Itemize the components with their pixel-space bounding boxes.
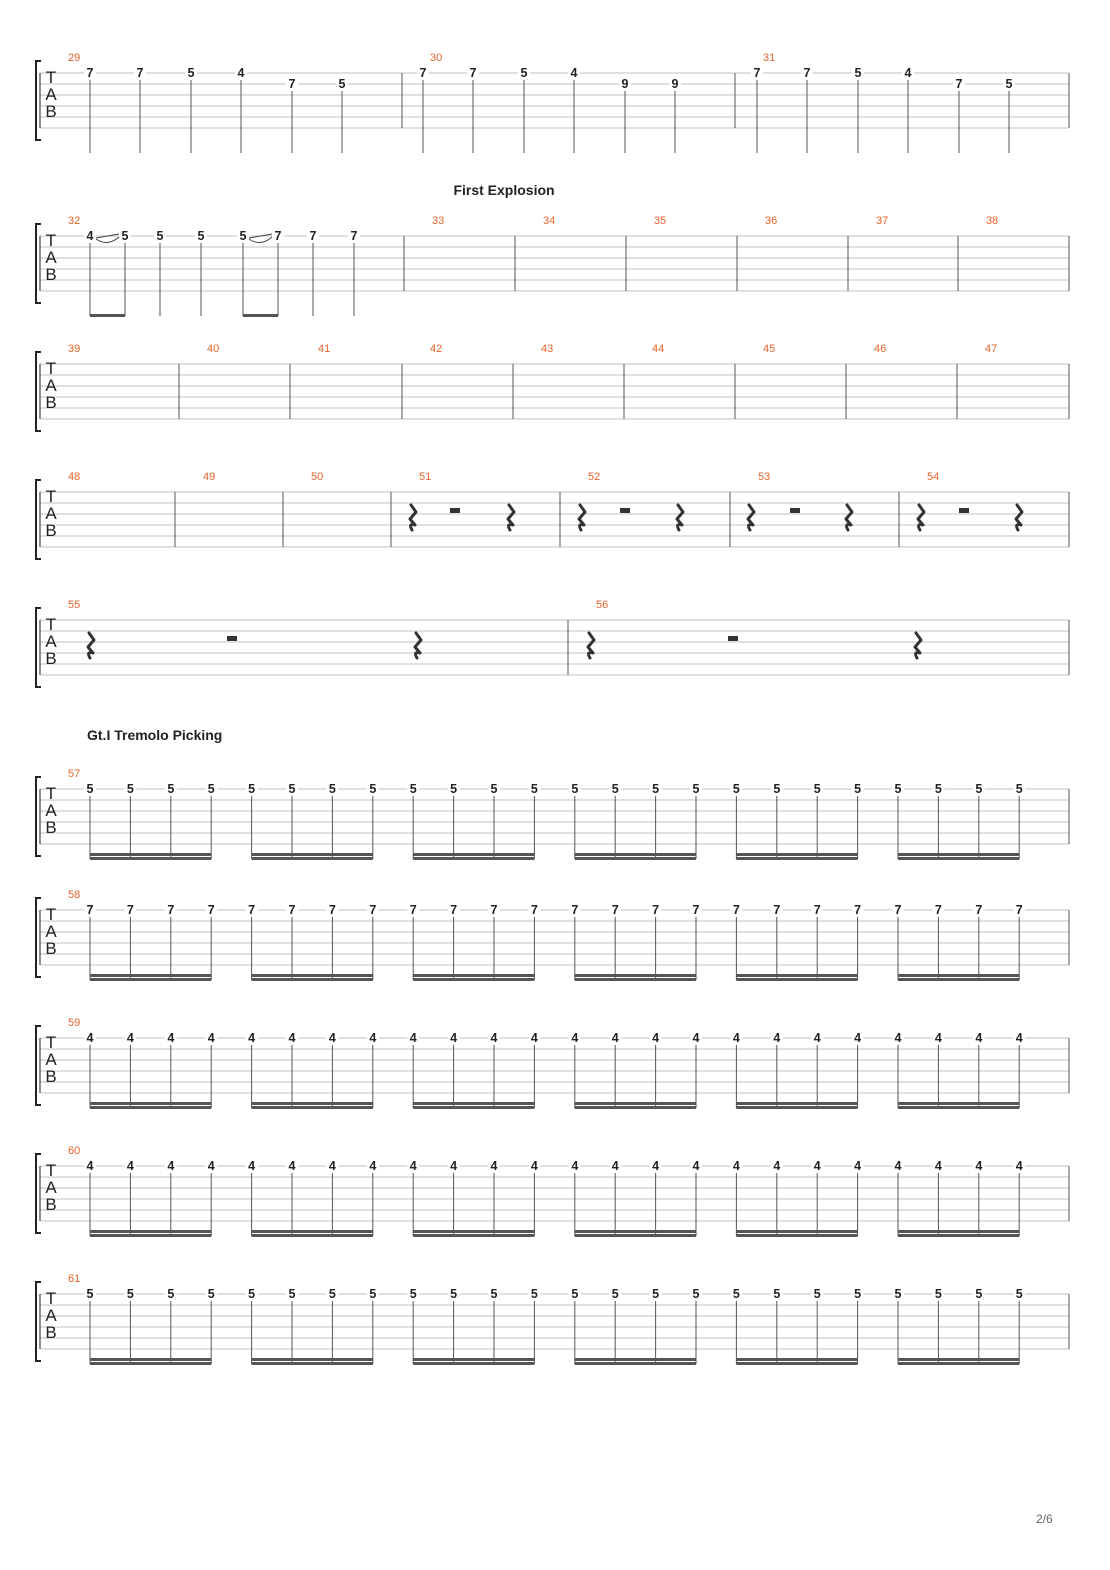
beam — [898, 1102, 1019, 1105]
fret-number: 4 — [854, 1031, 862, 1045]
fret-number: 4 — [611, 1159, 619, 1173]
measure-number: 37 — [876, 215, 889, 227]
beam — [252, 857, 373, 860]
fret-number: 4 — [692, 1159, 700, 1173]
fret-number: 5 — [207, 1287, 215, 1301]
measure-number: 40 — [207, 343, 220, 355]
fret-number: 5 — [126, 1287, 134, 1301]
fret-number: 5 — [248, 782, 256, 796]
fret-number: 5 — [854, 66, 862, 80]
measure-number: 47 — [985, 343, 998, 355]
half-rest — [790, 508, 800, 513]
fret-number: 4 — [288, 1031, 296, 1045]
fret-number: 5 — [732, 1287, 740, 1301]
fret-number: 5 — [86, 782, 94, 796]
beam — [413, 1362, 534, 1365]
fret-number: 5 — [328, 782, 336, 796]
beam — [575, 1230, 696, 1233]
measure-number: 56 — [596, 599, 609, 611]
beam — [90, 1106, 211, 1109]
fret-number: 4 — [570, 66, 578, 80]
fret-number: 7 — [274, 229, 282, 243]
beam — [243, 314, 278, 317]
beam — [413, 1230, 534, 1233]
measure-number: 61 — [68, 1273, 81, 1285]
fret-number: 7 — [450, 903, 458, 917]
beam — [575, 1106, 696, 1109]
tab-clef-letter: T — [45, 1033, 57, 1052]
fret-number: 5 — [652, 782, 660, 796]
fret-number: 4 — [288, 1159, 296, 1173]
fret-number: 4 — [409, 1159, 417, 1173]
fret-number: 4 — [450, 1031, 458, 1045]
fret-number: 7 — [894, 903, 902, 917]
beam — [575, 974, 696, 977]
beam — [413, 978, 534, 981]
beam — [413, 1102, 534, 1105]
measure-number: 53 — [758, 471, 771, 483]
slide-mark — [249, 234, 272, 243]
fret-number: 4 — [86, 229, 94, 243]
beam — [898, 978, 1019, 981]
beam — [736, 1362, 857, 1365]
tab-clef-letter: T — [45, 359, 57, 378]
fret-number: 7 — [288, 77, 296, 91]
fret-number: 5 — [611, 1287, 619, 1301]
section-title: First Explosion — [453, 182, 555, 198]
beam — [252, 1106, 373, 1109]
fret-number: 5 — [248, 1287, 256, 1301]
quarter-rest — [677, 505, 683, 530]
fret-number: 7 — [753, 66, 761, 80]
fret-number: 4 — [369, 1159, 377, 1173]
measure-number: 33 — [432, 215, 445, 227]
half-rest — [450, 508, 460, 513]
fret-number: 7 — [350, 229, 358, 243]
fret-number: 4 — [490, 1159, 498, 1173]
fret-number: 4 — [894, 1159, 902, 1173]
beam — [413, 857, 534, 860]
fret-number: 5 — [187, 66, 195, 80]
fret-number: 7 — [732, 903, 740, 917]
fret-number: 7 — [288, 903, 296, 917]
measure-number: 55 — [68, 599, 81, 611]
fret-number: 5 — [126, 782, 134, 796]
fret-number: 7 — [409, 903, 417, 917]
fret-number: 7 — [803, 66, 811, 80]
quarter-rest — [1016, 505, 1022, 530]
fret-number: 7 — [369, 903, 377, 917]
fret-number: 5 — [530, 1287, 538, 1301]
quarter-rest — [846, 505, 852, 530]
beam — [898, 974, 1019, 977]
fret-number: 7 — [530, 903, 538, 917]
fret-number: 5 — [975, 1287, 983, 1301]
beam — [252, 1234, 373, 1237]
fret-number: 5 — [773, 782, 781, 796]
fret-number: 4 — [490, 1031, 498, 1045]
fret-number: 4 — [1015, 1031, 1023, 1045]
measure-number: 54 — [927, 471, 940, 483]
beam — [736, 1230, 857, 1233]
slide-mark — [96, 234, 119, 243]
fret-number: 5 — [288, 1287, 296, 1301]
fret-number: 7 — [813, 903, 821, 917]
tab-clef-letter: B — [45, 102, 57, 121]
beam — [898, 1234, 1019, 1237]
fret-number: 4 — [1015, 1159, 1023, 1173]
fret-number: 4 — [652, 1031, 660, 1045]
fret-number: 7 — [955, 77, 963, 91]
fret-number: 5 — [934, 782, 942, 796]
measure-number: 32 — [68, 215, 81, 227]
fret-number: 7 — [86, 903, 94, 917]
beam — [252, 1362, 373, 1365]
fret-number: 7 — [975, 903, 983, 917]
tab-clef-letter: T — [45, 1289, 57, 1308]
fret-number: 5 — [813, 782, 821, 796]
fret-number: 4 — [126, 1159, 134, 1173]
beam — [413, 1106, 534, 1109]
tab-clef-letter: A — [45, 1178, 57, 1197]
fret-number: 5 — [530, 782, 538, 796]
beam — [90, 978, 211, 981]
measure-number: 45 — [763, 343, 776, 355]
quarter-rest — [410, 505, 416, 530]
beam — [90, 853, 211, 856]
fret-number: 7 — [469, 66, 477, 80]
tab-clef-letter: A — [45, 1050, 57, 1069]
measure-number: 60 — [68, 1145, 81, 1157]
fret-number: 5 — [490, 782, 498, 796]
section-title: Gt.I Tremolo Picking — [87, 727, 223, 743]
beam — [90, 1230, 211, 1233]
measure-number: 49 — [203, 471, 216, 483]
beam — [252, 1230, 373, 1233]
half-rest — [728, 636, 738, 641]
half-rest — [959, 508, 969, 513]
beam — [90, 1234, 211, 1237]
fret-number: 4 — [126, 1031, 134, 1045]
measure-number: 46 — [874, 343, 887, 355]
tab-clef-letter: A — [45, 632, 57, 651]
beam — [252, 853, 373, 856]
tab-clef-letter: T — [45, 231, 57, 250]
tab-clef-letter: B — [45, 1323, 57, 1342]
measure-number: 52 — [588, 471, 601, 483]
fret-number: 5 — [692, 782, 700, 796]
beam — [898, 853, 1019, 856]
measure-number: 42 — [430, 343, 443, 355]
quarter-rest — [748, 505, 754, 530]
fret-number: 4 — [652, 1159, 660, 1173]
fret-number: 5 — [121, 229, 129, 243]
fret-number: 4 — [530, 1159, 538, 1173]
tab-clef-letter: A — [45, 248, 57, 267]
fret-number: 4 — [975, 1031, 983, 1045]
tab-clef-letter: T — [45, 784, 57, 803]
fret-number: 5 — [813, 1287, 821, 1301]
fret-number: 4 — [207, 1159, 215, 1173]
beam — [736, 1106, 857, 1109]
beam — [898, 1358, 1019, 1361]
fret-number: 7 — [692, 903, 700, 917]
measure-number: 59 — [68, 1017, 81, 1029]
fret-number: 7 — [773, 903, 781, 917]
fret-number: 7 — [1015, 903, 1023, 917]
fret-number: 4 — [530, 1031, 538, 1045]
beam — [898, 1362, 1019, 1365]
quarter-rest — [588, 633, 594, 658]
fret-number: 5 — [167, 1287, 175, 1301]
fret-number: 7 — [309, 229, 317, 243]
measure-number: 31 — [763, 52, 776, 64]
fret-number: 5 — [1015, 782, 1023, 796]
beam — [252, 978, 373, 981]
fret-number: 7 — [248, 903, 256, 917]
measure-number: 35 — [654, 215, 667, 227]
fret-number: 7 — [611, 903, 619, 917]
fret-number: 5 — [894, 782, 902, 796]
measure-number: 29 — [68, 52, 81, 64]
beam — [736, 1102, 857, 1105]
fret-number: 7 — [652, 903, 660, 917]
quarter-rest — [88, 633, 94, 658]
fret-number: 4 — [207, 1031, 215, 1045]
fret-number: 4 — [813, 1159, 821, 1173]
beam — [736, 1358, 857, 1361]
fret-number: 4 — [934, 1159, 942, 1173]
fret-number: 4 — [894, 1031, 902, 1045]
fret-number: 7 — [854, 903, 862, 917]
fret-number: 5 — [197, 229, 205, 243]
fret-number: 4 — [571, 1159, 579, 1173]
fret-number: 4 — [328, 1159, 336, 1173]
fret-number: 4 — [409, 1031, 417, 1045]
fret-number: 7 — [419, 66, 427, 80]
measure-number: 50 — [311, 471, 324, 483]
beam — [252, 1358, 373, 1361]
beam — [736, 978, 857, 981]
beam — [90, 314, 125, 317]
fret-number: 4 — [248, 1159, 256, 1173]
beam — [575, 978, 696, 981]
fret-number: 4 — [450, 1159, 458, 1173]
beam — [575, 1362, 696, 1365]
tab-clef-letter: B — [45, 265, 57, 284]
fret-number: 4 — [975, 1159, 983, 1173]
measure-number: 30 — [430, 52, 443, 64]
half-rest — [227, 636, 237, 641]
fret-number: 5 — [1005, 77, 1013, 91]
fret-number: 4 — [611, 1031, 619, 1045]
beam — [90, 1102, 211, 1105]
measure-number: 39 — [68, 343, 81, 355]
fret-number: 5 — [652, 1287, 660, 1301]
fret-number: 7 — [126, 903, 134, 917]
beam — [575, 1234, 696, 1237]
fret-number: 4 — [237, 66, 245, 80]
fret-number: 4 — [328, 1031, 336, 1045]
beam — [413, 974, 534, 977]
fret-number: 4 — [773, 1159, 781, 1173]
fret-number: 7 — [934, 903, 942, 917]
fret-number: 5 — [692, 1287, 700, 1301]
tab-clef-letter: A — [45, 376, 57, 395]
fret-number: 4 — [732, 1031, 740, 1045]
quarter-rest — [579, 505, 585, 530]
quarter-rest — [918, 505, 924, 530]
beam — [736, 974, 857, 977]
fret-number: 4 — [854, 1159, 862, 1173]
quarter-rest — [915, 633, 921, 658]
fret-number: 5 — [611, 782, 619, 796]
fret-number: 7 — [167, 903, 175, 917]
fret-number: 5 — [934, 1287, 942, 1301]
tab-clef-letter: A — [45, 801, 57, 820]
fret-number: 4 — [571, 1031, 579, 1045]
fret-number: 4 — [904, 66, 912, 80]
tab-clef-letter: T — [45, 1161, 57, 1180]
beam — [575, 1358, 696, 1361]
beam — [898, 1106, 1019, 1109]
fret-number: 5 — [167, 782, 175, 796]
beam — [898, 1230, 1019, 1233]
tab-clef-letter: A — [45, 504, 57, 523]
quarter-rest — [508, 505, 514, 530]
beam — [413, 1234, 534, 1237]
fret-number: 4 — [248, 1031, 256, 1045]
tab-clef-letter: T — [45, 487, 57, 506]
fret-number: 4 — [167, 1159, 175, 1173]
tab-clef-letter: A — [45, 1306, 57, 1325]
fret-number: 4 — [86, 1159, 94, 1173]
tab-clef-letter: B — [45, 1067, 57, 1086]
beam — [575, 1102, 696, 1105]
beam — [413, 853, 534, 856]
fret-number: 5 — [520, 66, 528, 80]
quarter-rest — [415, 633, 421, 658]
measure-number: 38 — [986, 215, 999, 227]
fret-number: 9 — [621, 77, 629, 91]
beam — [252, 1102, 373, 1105]
fret-number: 5 — [288, 782, 296, 796]
fret-number: 9 — [671, 77, 679, 91]
fret-number: 4 — [934, 1031, 942, 1045]
fret-number: 5 — [409, 1287, 417, 1301]
tab-clef-letter: T — [45, 905, 57, 924]
beam — [736, 853, 857, 856]
beam — [736, 857, 857, 860]
fret-number: 5 — [894, 1287, 902, 1301]
fret-number: 5 — [975, 782, 983, 796]
fret-number: 5 — [369, 1287, 377, 1301]
fret-number: 5 — [207, 782, 215, 796]
beam — [736, 1234, 857, 1237]
beam — [575, 857, 696, 860]
tab-clef-letter: B — [45, 1195, 57, 1214]
beam — [90, 1362, 211, 1365]
fret-number: 7 — [136, 66, 144, 80]
fret-number: 4 — [773, 1031, 781, 1045]
fret-number: 5 — [450, 782, 458, 796]
tab-clef-letter: B — [45, 649, 57, 668]
tab-clef-letter: B — [45, 818, 57, 837]
fret-number: 5 — [571, 1287, 579, 1301]
measure-number: 58 — [68, 889, 81, 901]
fret-number: 7 — [571, 903, 579, 917]
tab-clef-letter: A — [45, 85, 57, 104]
measure-number: 57 — [68, 768, 81, 780]
measure-number: 44 — [652, 343, 665, 355]
fret-number: 4 — [692, 1031, 700, 1045]
tab-clef-letter: T — [45, 615, 57, 634]
fret-number: 5 — [732, 782, 740, 796]
fret-number: 5 — [328, 1287, 336, 1301]
measure-number: 41 — [318, 343, 331, 355]
fret-number: 5 — [239, 229, 247, 243]
fret-number: 4 — [732, 1159, 740, 1173]
fret-number: 4 — [369, 1031, 377, 1045]
measure-number: 43 — [541, 343, 554, 355]
beam — [413, 1358, 534, 1361]
measure-number: 34 — [543, 215, 556, 227]
fret-number: 7 — [328, 903, 336, 917]
fret-number: 5 — [156, 229, 164, 243]
beam — [90, 1358, 211, 1361]
fret-number: 7 — [86, 66, 94, 80]
fret-number: 5 — [773, 1287, 781, 1301]
fret-number: 5 — [369, 782, 377, 796]
measure-number: 36 — [765, 215, 778, 227]
page-number: 2/6 — [1036, 1512, 1053, 1526]
beam — [575, 853, 696, 856]
fret-number: 5 — [571, 782, 579, 796]
fret-number: 7 — [207, 903, 215, 917]
tab-clef-letter: B — [45, 393, 57, 412]
fret-number: 4 — [86, 1031, 94, 1045]
tab-clef-letter: B — [45, 521, 57, 540]
beam — [898, 857, 1019, 860]
fret-number: 5 — [409, 782, 417, 796]
half-rest — [620, 508, 630, 513]
beam — [252, 974, 373, 977]
fret-number: 5 — [854, 782, 862, 796]
beam — [90, 974, 211, 977]
fret-number: 5 — [1015, 1287, 1023, 1301]
fret-number: 4 — [813, 1031, 821, 1045]
fret-number: 7 — [490, 903, 498, 917]
measure-number: 51 — [419, 471, 432, 483]
fret-number: 5 — [854, 1287, 862, 1301]
tab-clef-letter: B — [45, 939, 57, 958]
fret-number: 5 — [338, 77, 346, 91]
beam — [90, 857, 211, 860]
fret-number: 5 — [490, 1287, 498, 1301]
fret-number: 5 — [450, 1287, 458, 1301]
tab-clef-letter: T — [45, 68, 57, 87]
fret-number: 4 — [167, 1031, 175, 1045]
fret-number: 5 — [86, 1287, 94, 1301]
measure-number: 48 — [68, 471, 81, 483]
tab-clef-letter: A — [45, 922, 57, 941]
